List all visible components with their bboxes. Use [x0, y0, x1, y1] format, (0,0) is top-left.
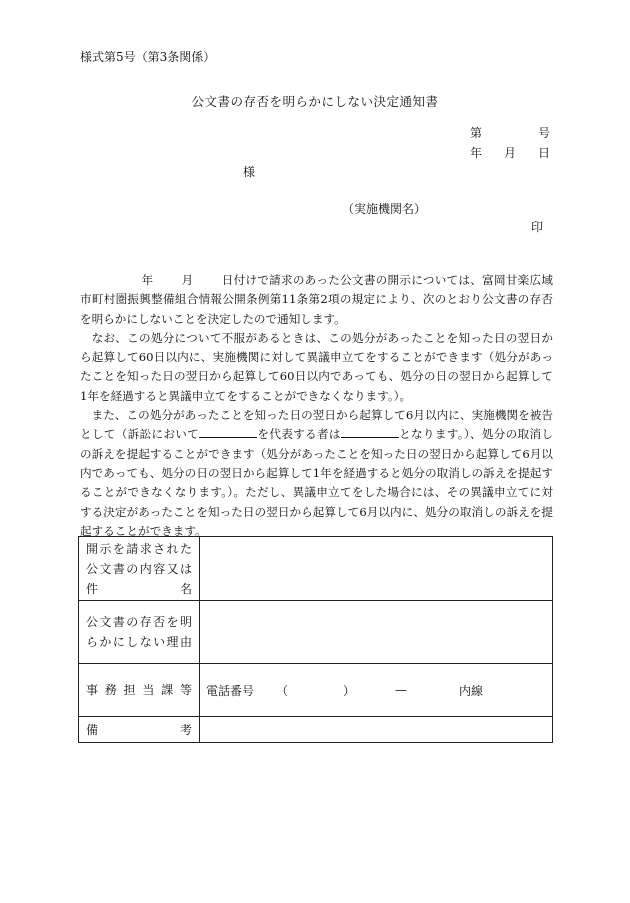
p3-part-b: を代表する者は: [257, 427, 341, 442]
doc-no-suffix: 号: [537, 126, 550, 140]
remarks-label-left: 備: [86, 722, 99, 737]
table-row: [79, 664, 553, 717]
paragraph-lawsuit: [80, 406, 553, 541]
blank-representative: [341, 427, 399, 438]
phone-dash: —: [395, 683, 408, 697]
seal-mark: 印: [531, 220, 544, 234]
form-number: 様式第5号（第3条関係）: [80, 50, 216, 64]
phone-label: 電話番号: [206, 683, 255, 698]
blank-defendant: [199, 427, 257, 438]
paragraph-decision: [80, 271, 553, 329]
row-reason-label: 公文書の存否を明らかにしない理由: [79, 601, 200, 664]
paren-close: ）: [343, 683, 356, 698]
date-year: 年: [470, 146, 483, 160]
document-title: 公文書の存否を明らかにしない決定通知書: [191, 94, 439, 109]
details-table: [78, 536, 553, 743]
row-remarks-value[interactable]: [200, 717, 553, 743]
addressee-honorific: 様: [243, 165, 256, 179]
table-row: [79, 537, 553, 601]
row-contact-value: [200, 664, 553, 717]
notice-body: [80, 271, 553, 541]
document-number-line: [470, 124, 550, 141]
agency-name: （実施機関名）: [342, 202, 427, 216]
p3-part-c: となります。）、処分の取消しの訴えを提起することができます（処分があったことを知った日の翌日から起算して6月以内であっても、処分の日の翌日から起算して1年を経過すると処分の取消しの訴えを提起することができなくなります。）。ただし、異議申立てをした場合には、その異議申立てに対する決定があったことを知った日の翌日から起算して6月以内に、処分の取消しの訴えを提起することができます。: [80, 427, 553, 538]
row-remarks-label: [79, 717, 200, 743]
doc-no-prefix: 第: [470, 126, 483, 140]
date-day: 日: [537, 146, 550, 160]
date-month: 月: [503, 146, 516, 160]
row-request-content-value[interactable]: [200, 537, 553, 601]
extension-label: 内線: [459, 683, 484, 698]
table-row: [79, 601, 553, 664]
p1-text: 日付けで請求のあった公文書の開示については、富岡甘楽広域市町村圏振興整備組合情報公開条例第11条第2項の規定により、次のとおり公文書の存否を明らかにしないことを決定したので通知します。: [80, 273, 553, 326]
row-reason-value[interactable]: [200, 601, 553, 664]
p3-part-a: また、この処分があったことを知った日の翌日から起算して6月以内に、実施機関を被告として（訴訟において: [80, 408, 553, 442]
row-request-content-label: 開示を請求された公文書の内容又は件名: [79, 537, 200, 601]
table-row: [79, 717, 553, 743]
row-contact-label: 事務担当課等: [79, 664, 200, 717]
remarks-label-right: 考: [179, 722, 192, 737]
phone-line: [201, 682, 551, 699]
paren-open: （: [276, 683, 289, 698]
p1-year: 年: [141, 273, 154, 287]
date-line: [470, 144, 550, 161]
paragraph-objection: なお、この処分について不服があるときは、この処分があったことを知った日の翌日から起算して60日以内に、実施機関に対して異議申立てをすることができます（処分があったことを知った日の翌日から起算して60日以内であっても、処分の日の翌日から起算して1年を経過すると異議申立てをすることができなくなります。）。: [80, 330, 553, 403]
p1-month: 月: [181, 273, 194, 287]
